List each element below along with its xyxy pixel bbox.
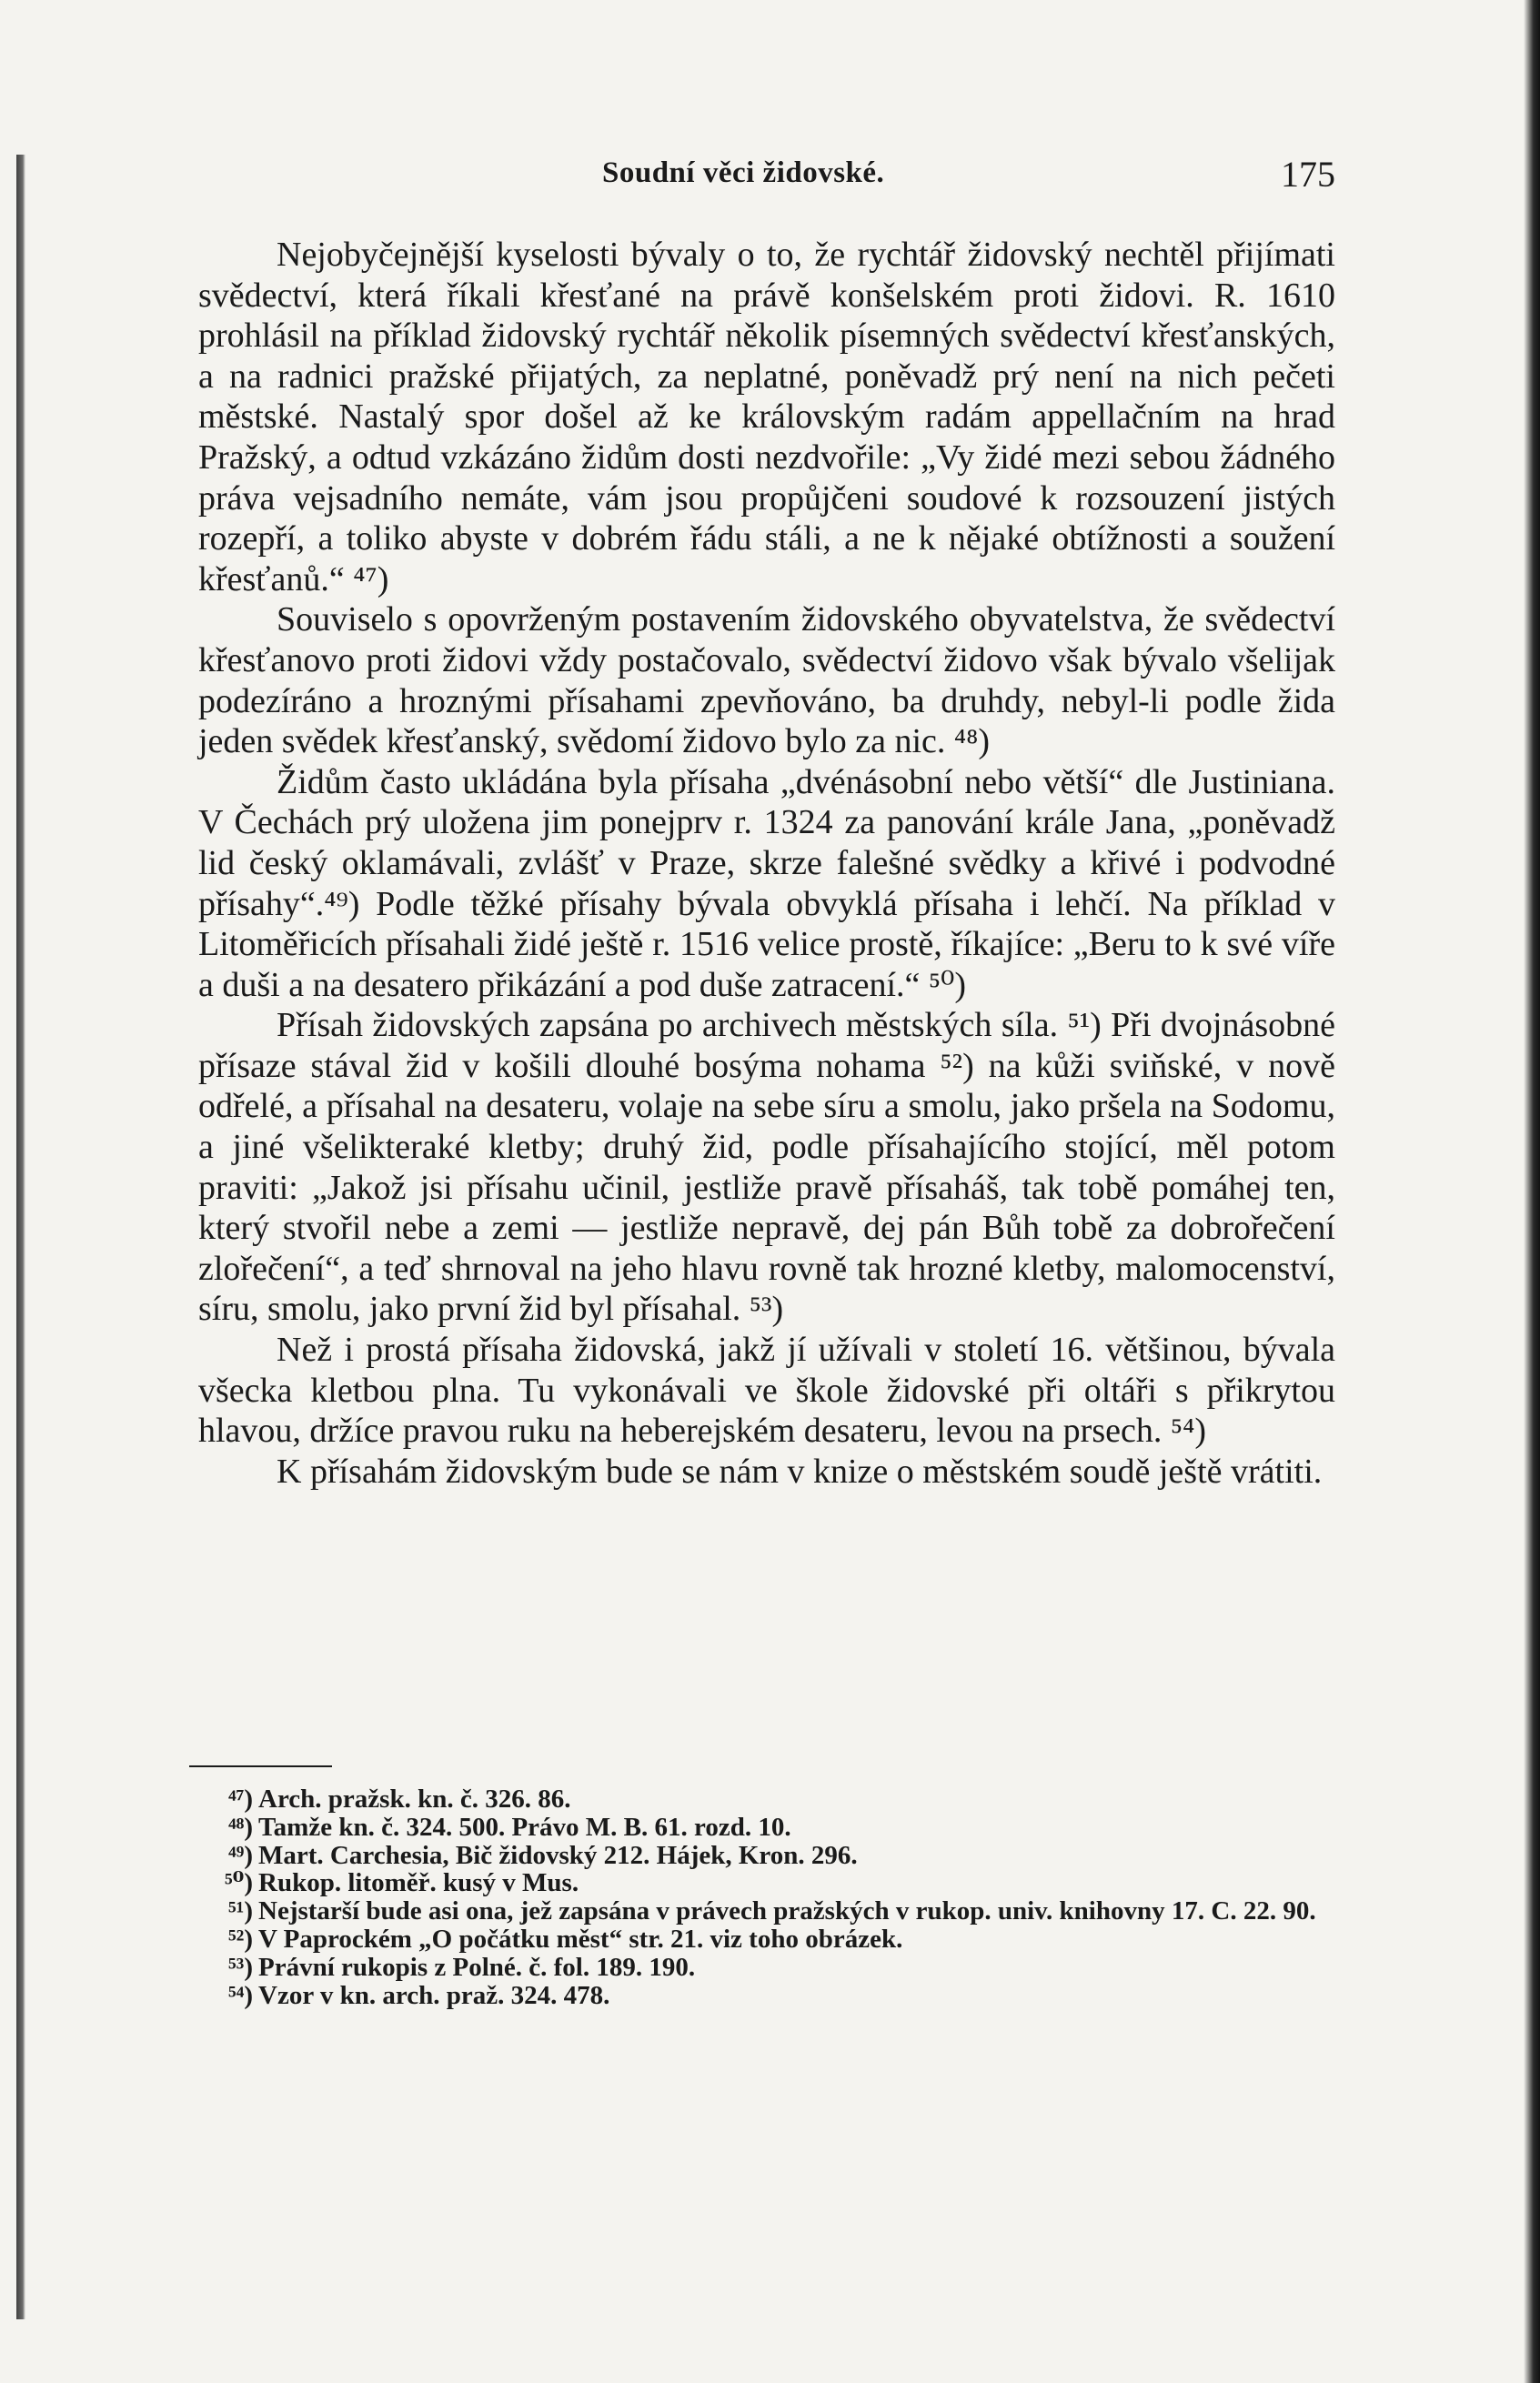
footnote — [198, 1842, 1335, 1870]
footnotes — [198, 1785, 1335, 2009]
footnote — [198, 1785, 1335, 1814]
footnote-text: Rukop. litoměř. kusý v Mus. — [258, 1868, 579, 1898]
footnote — [198, 1814, 1335, 1842]
paragraph: Nejobyčejnější kyselosti bývaly o to, že rychtář židovský nechtěl přijímati svědectví, která říkali křesťané na právě konšelském proti židovi. R. 1610 prohlásil na příklad židovský rychtář několik písemných svědectví křesťanských, a na radnici pražské přijatých, za neplatné, poněvadž prý není na nich pečeti městské. Nastalý spor došel až ke královským radám appellačním na hrad Pražský, a odtud vzkázáno židům dosti nezdvořile: „Vy židé mezi sebou žádného práva vejsadního nemáte, vám jsou propůjčeni soudové k rozsouzení jistých rozepří, a toliko abyste v dobrém řádu stáli, a ne k nějaké obtížnosti a soužení křesťanů.“ ⁴⁷) — [198, 236, 1335, 598]
footnote — [198, 1954, 1335, 1982]
footnote-mark: ⁴⁷) — [227, 1785, 253, 1814]
footnote-separator — [189, 1765, 332, 1767]
main-text — [198, 235, 1335, 1492]
paragraph: Židům často ukládána byla přísaha „dvénásobní nebo větší“ dle Justiniana. V Čechách prý uložena jim ponejprv r. 1324 za panování krále Jana, „poněvadž lid český oklamávali, zvlášť v Praze, skrze falešné svědky a křivé i podvodné přísahy“.⁴⁹) Podle těžké přísahy bývala obvyklá přísaha i lehčí. Na příklad v Litoměřicích přísahali židé ještě r. 1516 velice prostě, říkajíce: „Beru to k své víře a duši a na desatero přikázání a pod duše zatracení.“ ⁵⁰) — [198, 762, 1335, 1004]
footnote-mark: ⁵⁰) — [224, 1868, 253, 1898]
footnote-text: V Paprockém „O počátku měst“ str. 21. viz toho obrázek. — [258, 1924, 903, 1954]
footnote-mark: ⁵⁴) — [227, 1980, 253, 2010]
paragraph: Souviselo s opovrženým postavením židovského obyvatelstva, že svědectví křesťanovo proti židovi vždy postačovalo, svědectví židovo však bývalo všelijak podezíráno a hroznými přísahami zpevňováno, ba druhdy, nebyl-li podle žida jeden svědek křesťanský, svědomí židovo bylo za nic. ⁴⁸) — [198, 600, 1335, 761]
footnote-text: Mart. Carchesia, Bič židovský 212. Hájek, Kron. 296. — [258, 1840, 858, 1870]
paragraph: Přísah židovských zapsána po archivech městských síla. ⁵¹) Při dvojnásobné přísaze stával žid v košili dlouhé bosýma nohama ⁵²) na kůži sviňské, v nově odřelé, a přísahal na desateru, volaje na sebe síru a smolu, jako pršela na Sodomu, a jiné všelikteraké kletby; druhý žid, podle přísahajícího stojící, měl potom praviti: „Jakož jsi přísahu učinil, jestliže pravě přísaháš, tak tobě pomáhej ten, který stvořil nebe a zemi — jestliže nepravě, dej pán Bůh tobě za dobrořečení zlořečení“, a teď shrnoval na jeho hlavu rovně tak hrozné kletby, malomocenství, síru, smolu, jako první žid byl přísahal. ⁵³) — [198, 1006, 1335, 1329]
footnote — [198, 1926, 1335, 1954]
footnote — [198, 1982, 1335, 2010]
footnote-mark: ⁴⁹) — [227, 1840, 253, 1870]
paragraph: K přísahám židovským bude se nám v knize o městském soudě ještě vrátiti. — [277, 1452, 1323, 1491]
footnote-text: Právní rukopis z Polné. č. fol. 189. 190. — [258, 1952, 696, 1982]
footnote-text: Arch. pražsk. kn. č. 326. 86. — [258, 1785, 571, 1814]
page-edge-shadow — [1524, 0, 1540, 2383]
page-binding-shadow — [16, 155, 25, 2319]
footnote — [198, 1869, 1335, 1897]
footnote-text: Nejstarší bude asi ona, jež zapsána v právech pražských v rukop. univ. knihovny 17. C. 22. 90. — [258, 1896, 1316, 1926]
footnote-text: Vzor v kn. arch. praž. 324. 478. — [258, 1980, 610, 2010]
footnote-mark: ⁵²) — [227, 1924, 253, 1954]
footnote-mark: ⁵³) — [227, 1952, 253, 1982]
paragraph: Než i prostá přísaha židovská, jakž jí užívali v století 16. většinou, bývala všecka kletbou plna. Tu vykonávali ve škole židovské při oltáři s přikrytou hlavou, držíce pravou ruku na heberejském desateru, levou na prsech. ⁵⁴) — [198, 1331, 1335, 1451]
footnote — [198, 1897, 1335, 1926]
footnote-mark: ⁵¹) — [227, 1896, 253, 1926]
page-number: 175 — [1281, 154, 1335, 195]
footnote-mark: ⁴⁸) — [227, 1812, 253, 1842]
running-head: Soudní věci židovské. — [602, 156, 885, 189]
page-header — [198, 147, 1335, 202]
footnote-text: Tamže kn. č. 324. 500. Právo M. B. 61. rozd. 10. — [258, 1812, 791, 1842]
